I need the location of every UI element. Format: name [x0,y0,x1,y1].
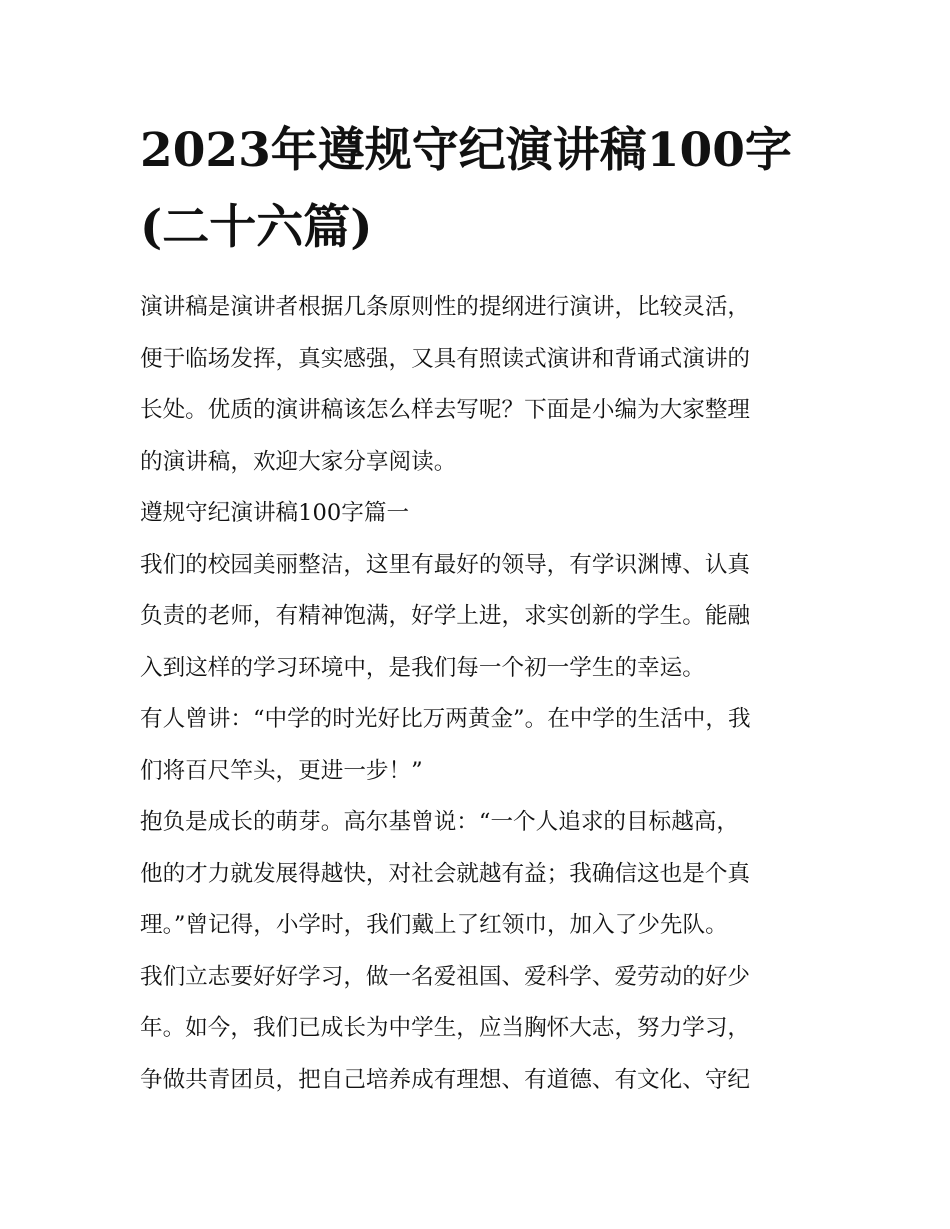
section-heading: 遵规守纪演讲稿100字篇一 [140,500,410,526]
text-line: 我们立志要好好学习，做一名爱祖国、爱科学、爱劳动的好少 [140,963,751,990]
text-line: 抱负是成长的萌芽。高尔基曾说：“一个人追求的目标越高， [140,809,739,835]
document-title [140,112,812,266]
text-line: 年。如今，我们已成长为中学生，应当胸怀大志，努力学习， [140,1015,751,1041]
text-line: 他的才力就发展得越快，对社会就越有益；我确信这也是个真 [140,860,751,887]
text-line: 争做共青团员，把自己培养成有理想、有道德、有文化、守纪 [140,1066,751,1093]
text-line: 们将百尺竿头，更进一步！” [140,757,423,784]
text-line: 长处。优质的演讲稿该怎么样去写呢？下面是小编为大家整理 [140,397,751,423]
document-body [140,282,812,1106]
title-line: 2023年遵规守纪演讲稿100字 [140,123,792,178]
text-line: 入到这样的学习环境中，是我们每一个初一学生的幸运。 [140,654,705,681]
title-line: (二十六篇) [140,200,373,255]
text-line: 的演讲稿，欢迎大家分享阅读。 [140,448,457,475]
intro-paragraph [140,282,812,488]
text-line: 我们的校园美丽整洁，这里有最好的领导，有学识渊博、认真 [140,551,751,578]
text-line: 有人曾讲：“中学的时光好比万两黄金”。在中学的生活中，我 [140,706,751,732]
paragraph-1 [140,540,812,695]
paragraph-3 [140,797,812,1106]
text-line: 负责的老师，有精神饱满，好学上进，求实创新的学生。能融 [140,603,751,629]
text-line: 理。”曾记得，小学时，我们戴上了红领巾，加入了少先队。 [140,912,728,938]
text-line: 演讲稿是演讲者根据几条原则性的提纲进行演讲，比较灵活， [140,294,751,320]
text-line: 便于临场发挥，真实感强，又具有照读式演讲和背诵式演讲的 [140,345,751,372]
paragraph-2 [140,694,812,797]
document-page [140,112,812,1106]
